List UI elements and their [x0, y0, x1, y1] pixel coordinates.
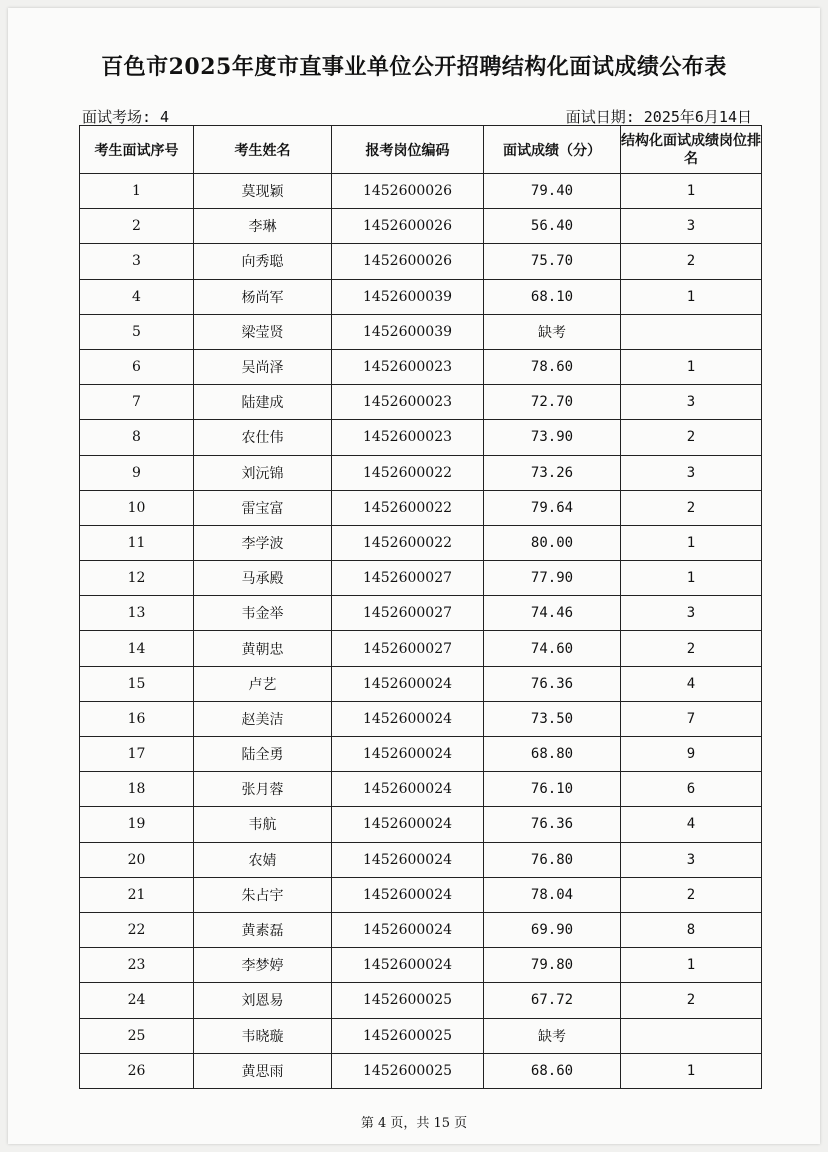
cell-seq: 1: [80, 174, 194, 209]
cell-score: 76.36: [484, 666, 621, 701]
cell-code: 1452600023: [332, 385, 484, 420]
cell-rank: 2: [621, 420, 762, 455]
cell-code: 1452600027: [332, 631, 484, 666]
cell-seq: 11: [80, 525, 194, 560]
table-row: [80, 912, 762, 947]
cell-name: 赵美洁: [194, 701, 332, 736]
table-row: [80, 772, 762, 807]
header-seq: 考生面试序号: [80, 126, 194, 174]
cell-code: 1452600024: [332, 807, 484, 842]
cell-name: 陆建成: [194, 385, 332, 420]
cell-code: 1452600022: [332, 525, 484, 560]
cell-name: 马承殿: [194, 561, 332, 596]
table-row: [80, 174, 762, 209]
cell-score: 67.72: [484, 983, 621, 1018]
cell-seq: 13: [80, 596, 194, 631]
cell-score: 76.10: [484, 772, 621, 807]
cell-rank: 2: [621, 490, 762, 525]
cell-seq: 2: [80, 209, 194, 244]
cell-score: 73.26: [484, 455, 621, 490]
cell-code: 1452600025: [332, 983, 484, 1018]
cell-seq: 24: [80, 983, 194, 1018]
cell-code: 1452600027: [332, 596, 484, 631]
table-row: [80, 385, 762, 420]
table-row: [80, 737, 762, 772]
cell-name: 农仕伟: [194, 420, 332, 455]
cell-name: 朱占宇: [194, 877, 332, 912]
table-row: [80, 349, 762, 384]
cell-score: 76.80: [484, 842, 621, 877]
table-body: [80, 174, 762, 1089]
cell-code: 1452600026: [332, 209, 484, 244]
cell-seq: 12: [80, 561, 194, 596]
table-row: [80, 279, 762, 314]
cell-seq: 19: [80, 807, 194, 842]
cell-name: 李梦婷: [194, 948, 332, 983]
cell-score: 76.36: [484, 807, 621, 842]
cell-score: 68.80: [484, 737, 621, 772]
cell-score: 69.90: [484, 912, 621, 947]
document-title: 百色市2025年度市直事业单位公开招聘结构化面试成绩公布表: [101, 54, 727, 80]
cell-score: 80.00: [484, 525, 621, 560]
cell-seq: 9: [80, 455, 194, 490]
cell-score: 75.70: [484, 244, 621, 279]
cell-name: 黄思雨: [194, 1053, 332, 1088]
table-row: [80, 525, 762, 560]
cell-name: 韦金举: [194, 596, 332, 631]
cell-rank: [621, 1018, 762, 1053]
cell-seq: 26: [80, 1053, 194, 1088]
page-footer: 第 4 页，共 15 页: [360, 1116, 468, 1131]
cell-code: 1452600024: [332, 772, 484, 807]
cell-name: 韦晓璇: [194, 1018, 332, 1053]
cell-code: 1452600024: [332, 737, 484, 772]
cell-score: 74.60: [484, 631, 621, 666]
cell-name: 韦航: [194, 807, 332, 842]
cell-code: 1452600026: [332, 174, 484, 209]
cell-score: 78.04: [484, 877, 621, 912]
cell-name: 李琳: [194, 209, 332, 244]
cell-code: 1452600024: [332, 842, 484, 877]
table-row: [80, 701, 762, 736]
cell-score: 73.90: [484, 420, 621, 455]
cell-rank: 1: [621, 561, 762, 596]
table-row: [80, 666, 762, 701]
score-table: [79, 125, 762, 1089]
cell-seq: 16: [80, 701, 194, 736]
cell-rank: 3: [621, 385, 762, 420]
cell-rank: 1: [621, 948, 762, 983]
cell-rank: 3: [621, 596, 762, 631]
cell-name: 黄朝忠: [194, 631, 332, 666]
cell-rank: 4: [621, 807, 762, 842]
table-row: [80, 983, 762, 1018]
cell-rank: 9: [621, 737, 762, 772]
cell-seq: 8: [80, 420, 194, 455]
cell-name: 吴尚泽: [194, 349, 332, 384]
cell-code: 1452600022: [332, 490, 484, 525]
table-row: [80, 1018, 762, 1053]
exam-room-label: 面试考场: 4: [82, 108, 170, 126]
cell-score: 缺考: [484, 1018, 621, 1053]
cell-seq: 3: [80, 244, 194, 279]
cell-seq: 6: [80, 349, 194, 384]
cell-score: 79.64: [484, 490, 621, 525]
cell-rank: 1: [621, 174, 762, 209]
cell-code: 1452600024: [332, 912, 484, 947]
cell-seq: 4: [80, 279, 194, 314]
cell-rank: 3: [621, 209, 762, 244]
cell-rank: 1: [621, 349, 762, 384]
cell-name: 向秀聪: [194, 244, 332, 279]
cell-rank: 1: [621, 279, 762, 314]
cell-name: 农婧: [194, 842, 332, 877]
table-row: [80, 209, 762, 244]
cell-rank: 2: [621, 877, 762, 912]
cell-seq: 23: [80, 948, 194, 983]
cell-code: 1452600025: [332, 1053, 484, 1088]
cell-name: 杨尚军: [194, 279, 332, 314]
table-row: [80, 314, 762, 349]
cell-name: 黄素磊: [194, 912, 332, 947]
header-rank: 结构化面试成绩岗位排名: [621, 126, 762, 174]
table-row: [80, 490, 762, 525]
table-row: [80, 455, 762, 490]
cell-name: 张月蓉: [194, 772, 332, 807]
cell-rank: 4: [621, 666, 762, 701]
cell-code: 1452600027: [332, 561, 484, 596]
cell-seq: 15: [80, 666, 194, 701]
cell-rank: [621, 314, 762, 349]
cell-name: 莫现颖: [194, 174, 332, 209]
cell-code: 1452600026: [332, 244, 484, 279]
table-row: [80, 1053, 762, 1088]
cell-rank: 2: [621, 631, 762, 666]
cell-code: 1452600024: [332, 877, 484, 912]
cell-score: 79.80: [484, 948, 621, 983]
header-score: 面试成绩（分）: [484, 126, 621, 174]
cell-code: 1452600022: [332, 455, 484, 490]
cell-score: 74.46: [484, 596, 621, 631]
cell-seq: 21: [80, 877, 194, 912]
cell-score: 79.40: [484, 174, 621, 209]
cell-score: 77.90: [484, 561, 621, 596]
cell-name: 雷宝富: [194, 490, 332, 525]
header-name: 考生姓名: [194, 126, 332, 174]
cell-seq: 18: [80, 772, 194, 807]
cell-name: 卢艺: [194, 666, 332, 701]
cell-seq: 22: [80, 912, 194, 947]
header-code: 报考岗位编码: [332, 126, 484, 174]
cell-code: 1452600024: [332, 666, 484, 701]
cell-score: 72.70: [484, 385, 621, 420]
table-row: [80, 561, 762, 596]
cell-score: 68.60: [484, 1053, 621, 1088]
cell-name: 梁莹贤: [194, 314, 332, 349]
cell-score: 73.50: [484, 701, 621, 736]
table-row: [80, 596, 762, 631]
cell-code: 1452600023: [332, 420, 484, 455]
table-row: [80, 948, 762, 983]
exam-date-label: 面试日期: 2025年6月14日: [565, 108, 752, 126]
cell-score: 78.60: [484, 349, 621, 384]
cell-code: 1452600023: [332, 349, 484, 384]
table-row: [80, 420, 762, 455]
cell-name: 李学波: [194, 525, 332, 560]
cell-rank: 7: [621, 701, 762, 736]
table-header-row: [80, 126, 762, 174]
cell-rank: 2: [621, 983, 762, 1018]
table-row: [80, 842, 762, 877]
table-row: [80, 877, 762, 912]
cell-code: 1452600039: [332, 314, 484, 349]
cell-code: 1452600024: [332, 948, 484, 983]
cell-score: 缺考: [484, 314, 621, 349]
cell-seq: 17: [80, 737, 194, 772]
cell-name: 刘沅锦: [194, 455, 332, 490]
cell-score: 68.10: [484, 279, 621, 314]
cell-rank: 2: [621, 244, 762, 279]
cell-seq: 5: [80, 314, 194, 349]
cell-name: 刘恩易: [194, 983, 332, 1018]
cell-code: 1452600024: [332, 701, 484, 736]
cell-code: 1452600039: [332, 279, 484, 314]
cell-seq: 10: [80, 490, 194, 525]
cell-code: 1452600025: [332, 1018, 484, 1053]
cell-rank: 8: [621, 912, 762, 947]
cell-seq: 20: [80, 842, 194, 877]
cell-seq: 25: [80, 1018, 194, 1053]
cell-seq: 7: [80, 385, 194, 420]
cell-rank: 1: [621, 1053, 762, 1088]
cell-seq: 14: [80, 631, 194, 666]
table-row: [80, 807, 762, 842]
cell-rank: 3: [621, 842, 762, 877]
cell-rank: 6: [621, 772, 762, 807]
cell-rank: 1: [621, 525, 762, 560]
cell-rank: 3: [621, 455, 762, 490]
cell-score: 56.40: [484, 209, 621, 244]
cell-name: 陆全勇: [194, 737, 332, 772]
table-row: [80, 244, 762, 279]
table-row: [80, 631, 762, 666]
